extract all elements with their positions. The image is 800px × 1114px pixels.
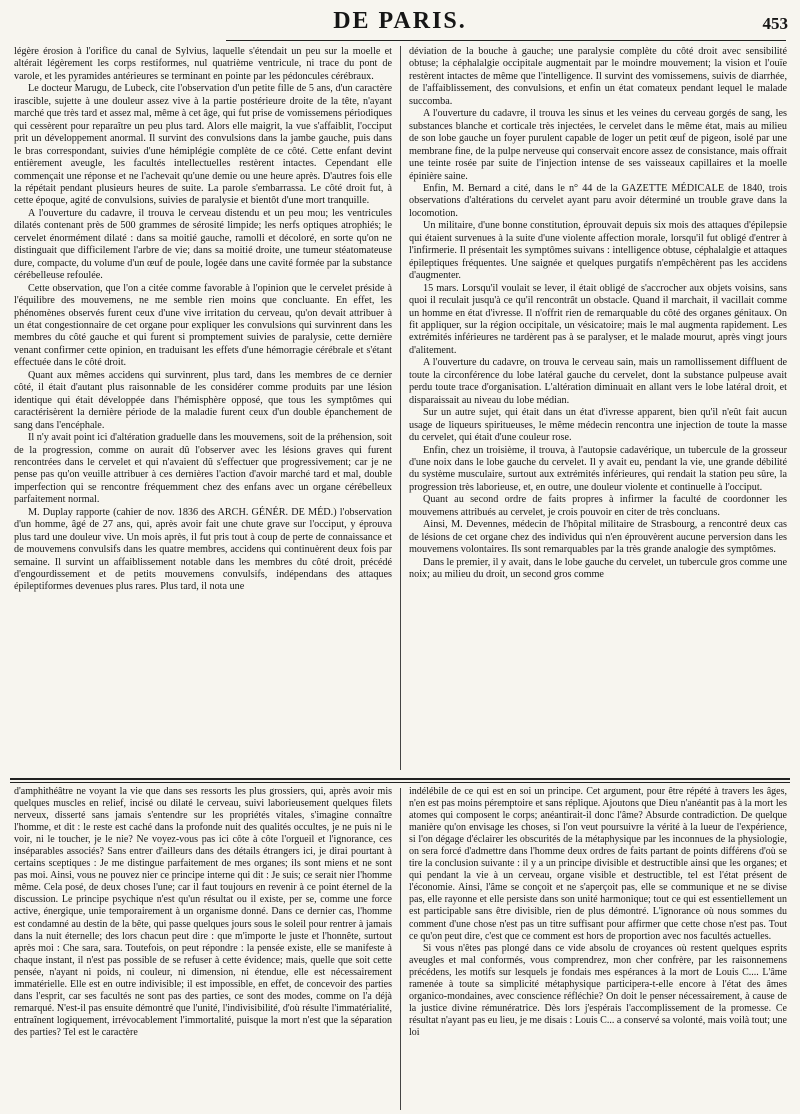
paragraph: déviation de la bouche à gauche; une paralysie complète du côté droit avec sensibilité obtuse; la céphalalgie occipitale augmentait par le moindre mouvement; la vision et l'ouïe restèrent intactes de même que l'intelligence. Il survint des vomissemens, suivis de diarrhée, de l'affaiblissement, des convulsions, et enfin un état comateux pendant lequel le malade succomba.: [409, 46, 787, 107]
section-rule-thin: [10, 782, 790, 783]
paragraph: Cette observation, que l'on a citée comme favorable à l'opinion que le cervelet préside à l'équilibre des mouvemens, ne me semble rien moins que concluante. En effet, les phénomènes observés furent ceux d'une vive irritation du cerveau, qu'on devait attribuer à un état congestionnaire de cet organe pour expliquer les convulsions qui survinrent dans les membres du côté gauche et qui furent si promptement suivies de paralysie, cette dernière venant confirmer cette opinion, en traduisant les effets d'une hémorragie cérébrale et s'étant effectuée dans le côté droit.: [14, 282, 392, 369]
paragraph: Enfin, chez un troisième, il trouva, à l'autopsie cadavérique, un tubercule de la grosseur d'une noix dans le lobe gauche du cervelet. Il y avait eu, pendant la vie, une grande débilité du système musculaire, surtout aux extrémités inférieures, qui rendait la station peu sûre, la progression très laborieuse, et, en outre, une douleur violente et continuelle à l'occiput.: [409, 444, 787, 493]
header-rule: [226, 40, 786, 41]
paragraph: Enfin, M. Bernard a cité, dans le n° 44 de la GAZETTE MÉDICALE de 1840, trois observations d'altérations du cervelet ayant paru avoir déterminé un trouble grave dans la locomotion.: [409, 182, 787, 219]
top-left-column: [14, 46, 392, 776]
paragraph: Un militaire, d'une bonne constitution, éprouvait depuis six mois des attaques d'épilepsie qui étaient survenues à la suite d'une violente affection morale, lorsqu'il fut obligé d'entrer à l'infirmerie. Il présentait les symptômes suivans : intelligence obtuse, céphalalgie et attaques épileptiques fréquentes. Une saignée et quelques purgatifs n'empêchèrent pas les accidens d'augmenter.: [409, 220, 787, 282]
bottom-right-column: [409, 786, 787, 1112]
paragraph: Sur un autre sujet, qui était dans un état d'ivresse apparent, bien qu'il n'eût fait aucun usage de liqueurs spiritueuses, le même médecin rencontra une injection de toute la masse du cervelet, qui était d'une couleur rose.: [409, 407, 787, 444]
paragraph: Dans le premier, il y avait, dans le lobe gauche du cervelet, un tubercule gros comme une noix; au milieu du droit, un second gros comme: [409, 556, 787, 581]
paragraph: Si vous n'êtes pas plongé dans ce vide absolu de croyances où restent quelques esprits aveugles et mal conformés, vous comprendrez, mon cher confrère, par les raisonnemens précédens, les motifs sur lesquels je fondais mes espérances à la mort de Louis C.... L'âme ramenée à toute sa simplicité métaphysique participera-t-elle encore à l'état des âmes organico-mondaines, avec conscience réfléchie? On doit le penser nécessairement, à cause de la justice divine rémunératrice. Dès lors j'espérais l'accomplissement de la promesse. Ce résultat n'ayant pas eu lieu, je me disais : Louis C... a conservé sa volonté, mais voilà tout; une loi: [409, 942, 787, 1038]
top-right-column: [409, 46, 787, 776]
paragraph: A l'ouverture du cadavre, il trouva les sinus et les veines du cerveau gorgés de sang, les substances blanche et corticale très injectées, le cervelet dans le même état, mais au milieu de son lobe gauche un foyer purulent capable de loger un petit œuf de pigeon, isolé par une membrane fine, de la pulpe nerveuse qui conservait encore assez de consistance, mais offrait une teinte rosée par suite de l'injection intense de ses vaisseaux capillaires et la moelle épinière saine.: [409, 108, 787, 182]
paragraph: 15 mars. Lorsqu'il voulait se lever, il était obligé de s'accrocher aux objets voisins, sans quoi il reculait jusqu'à ce qu'il rencontrât un obstacle. Quand il marchait, il vacillait comme un homme en état d'ivresse. Il n'offrit rien de remarquable du côté des organes génitaux. On fit appliquer, sur la région occipitale, un vésicatoire; mais le mal augmenta rapidement. Les extrémités inférieures ne tardèrent pas à se paralyser, et le malade mourut, après vingt jours d'alitement.: [409, 282, 787, 356]
paragraph: Quant aux mêmes accidens qui survinrent, plus tard, dans les membres de ce dernier côté, il était d'autant plus raisonnable de les considérer comme produits par une lésion identique qui était développée dans l'hémisphère opposé, que tous les symptômes qui caractérisèrent la dernière période de la maladie furent ceux d'un double épanchement de sang dans l'encéphale.: [14, 369, 392, 431]
section-rule: [10, 778, 790, 780]
paragraph: indélébile de ce qui est en soi un principe. Cet argument, pour être répété à travers les âges, n'en est pas moins péremptoire et sans réplique. Ajoutons que Dieu n'anéantit pas à la mort les atomes qui composent le corps; anéantirait-il donc l'âme? Absurde contradiction. De quelque manière qu'on envisage les choses, si l'on veut poursuivre la vérité à la lueur de l'expérience, si l'on dégage d'éclairer les obscurités de la métaphysique par les inconnues de la physiologie, on sera forcé d'admettre dans l'homme deux ordres de faits partant de points différens d'où se tire la conclusion suivante : il y a un principe divisible et destructible ainsi que les organes; et qui pendant la vie à un cerveau, organe visible et destructible, tel est l'état présent de l'économie. Ainsi, l'âme se conçoit et ne s'aperçoit pas, elle se communique et ne se divise pas, elle rayonne et elle persiste dans son unité harmonique; tout ce qui est essentiellement un est participable sans être divisible, rien de plus démontré. L'ignorance où nous sommes du comment d'une chose n'est pas un titre suffisant pour affirmer que cette chose n'est pas. Tout ce qu'on peut dire, c'est que ce comment est hors de proportion avec nos facultés actuelles.: [409, 786, 787, 942]
paragraph: Quant au second ordre de faits propres à infirmer la faculté de coordonner les mouvemens attribués au cervelet, je crois pouvoir en citer de très concluans.: [409, 494, 787, 518]
paragraph: Il n'y avait point ici d'altération graduelle dans les mouvemens, soit de la préhension, soit de la progression, comme on aurait dû l'observer avec les lésions graves qui furent rencontrées dans le cervelet et qui n'avaient dû s'effectuer que progressivement; car je ne pense pas qu'on veuille attribuer à ces dernières l'action d'avoir marché tard et mal, double imperfection qui se rencontre fréquemment chez des enfans avec un organe cérébelleux parfaitement normal.: [14, 432, 392, 506]
bottom-left-column: [14, 786, 392, 1112]
paragraph: d'amphithéâtre ne voyant la vie que dans ses ressorts les plus grossiers, qui, après avoir mis quelques muscles en relief, incisé ou dilaté le cerveau, suivi laborieusement quelques filets nerveux, disserté sans jamais s'entendre sur les propriétés vitales, s'imagine connaître l'homme, et dit : le reste est caché dans la profonde nuit des qualités occultes, je ne puis ni le voir, ni le toucher, je le nie? Ne voyez-vous pas ici côte à côte l'orgueil et l'ignorance, ces inséparables associés? Sans entrer d'ailleurs dans des détails étrangers ici, je dirai pourtant à certains sceptiques : Je me distingue parfaitement de mes organes; ils sont miens et ne sont pas moi. Ainsi, vous ne pouvez nier ce principe interne qui dit : Je suis; ce serait nier l'homme même. Cela posé, de deux choses l'une; car il faut toujours en revenir à ce point éternel de la discussion. Le principe psychique n'est qu'un résultat ou il existe, per se, comme une force active, énergique, unie temporairement à un organisme donné. Dans ce dernier cas, l'homme est condamné au destin de la bête, qui passe quelques jours sous le soleil pour rentrer à jamais dans la nuit éternelle; des lors chacun peut dire : que m'importe le juste et l'honnête, surtout après moi : Che sara, sara. Toutefois, on peut répondre : la pensée existe, elle se manifeste à chaque instant, il n'est pas possible de se refuser à cette évidence; mais, quelle que soit cette pensée, n'ayant ni poids, ni couleur, ni dimension, ni étendue, elle est nécessairement immatérielle. Elle est en outre indivisible; il est impossible, en effet, de concevoir des parties dans l'esprit, car ses facultés ne sont pas des parties, ce sont des modes, comme on l'a déjà remarqué. N'est-il pas ensuite démontré que l'unité, l'indivisibilité, d'où résulte l'immatérialité, entraînent logiquement, irrévocablement l'immortalité, puisque la mort n'est que la séparation des parties? Tel est le caractère: [14, 786, 392, 1038]
paragraph: Ainsi, M. Devennes, médecin de l'hôpital militaire de Strasbourg, a rencontré deux cas de lésions de cet organe chez des individus qui n'en éprouvèrent aucune perversion dans les mouvemens volontaires. Ils sont remarquables par la très grande analogie des symptômes.: [409, 519, 787, 556]
paragraph: Le docteur Marugu, de Lubeck, cite l'observation d'un petite fille de 5 ans, d'un caractère irascible, sujette à une douleur assez vive à la partie postérieure droite de la tête, n'ayant marché que très tard et assez mal, même à cet âge, qui fut prise de vomissemens périodiques qui cessèrent pour reparaître un peu plus tard. Alors elle maigrit, la vue s'affaiblit, l'occiput prit un développement anormal. Il survint des convulsions dans la jambe gauche, puis dans le bras correspondant, suivies d'une hémiplégie complète de ce côté. Cette enfant devint entièrement aveugle, les facultés intellectuelles restèrent intactes. Cependant elle commençait une réponse et ne l'achevait qu'une demie ou une heure après. D'autres fois elle la répétait pendant plusieurs heures de suite. La parole s'embarrassa. Le côté droit fut, à cette époque, agité de convulsions, suivies de paralysie et bientôt d'une mort tranquille.: [14, 83, 392, 207]
paragraph: A l'ouverture du cadavre, il trouva le cerveau distendu et un peu mou; les ventricules dilatés contenant près de 500 grammes de sérosité limpide; les nerfs optiques atrophiés; le cervelet énormément dilaté : dans sa moitié gauche, ramolli et décoloré, en sorte qu'on ne distinguait que difficilement l'arbre de vie; dans sa moitié droite, une tumeur stéatomateuse dure, compacte, du volume d'un œuf de poule, logée dans une cavité formée par la substance cérébelleuse refoulée.: [14, 207, 392, 282]
paragraph: M. Duplay rapporte (cahier de nov. 1836 des ARCH. GÉNÉR. DE MÉD.) l'observation d'un homme, âgé de 27 ans, qui, après avoir fait une chute grave sur l'occiput, y éprouva plus tard une douleur vive. Un mois après, il fut pris tout à coup de perte de connaissance et de mouvemens convulsifs dans les quatre membres, accidens qui continuèrent deux fois par semaine. Il survint un affaiblissement notable dans les membres du côté droit, précédé d'engourdissement et de petits mouvemens convulsifs, indépendans des attaques épileptiformes devenues plus rares. Plus tard, il nota une: [14, 506, 392, 593]
paragraph: A l'ouverture du cadavre, on trouva le cerveau sain, mais un ramollissement diffluent de toute la circonférence du lobe latéral gauche du cervelet, dont la substance pulpeuse avait perdu toute trace d'organisation. L'altération diminuait en allant vers le lobe latéral droit, et disparaissait au niveau du lobe médian.: [409, 357, 787, 406]
page-number: 453: [762, 14, 788, 33]
top-column-divider: [400, 46, 401, 770]
page-header-title: DE PARIS.: [333, 8, 467, 34]
bottom-column-divider: [400, 788, 401, 1110]
paragraph: légère érosion à l'orifice du canal de Sylvius, laquelle s'étendait un peu sur la moelle et altérait légèrement les corps restiformes, nul quatrième ventricule, ni trace du pont de varole, et les pyramides antérieures se terminant en pointe par les pédoncules cérébraux.: [14, 46, 392, 82]
